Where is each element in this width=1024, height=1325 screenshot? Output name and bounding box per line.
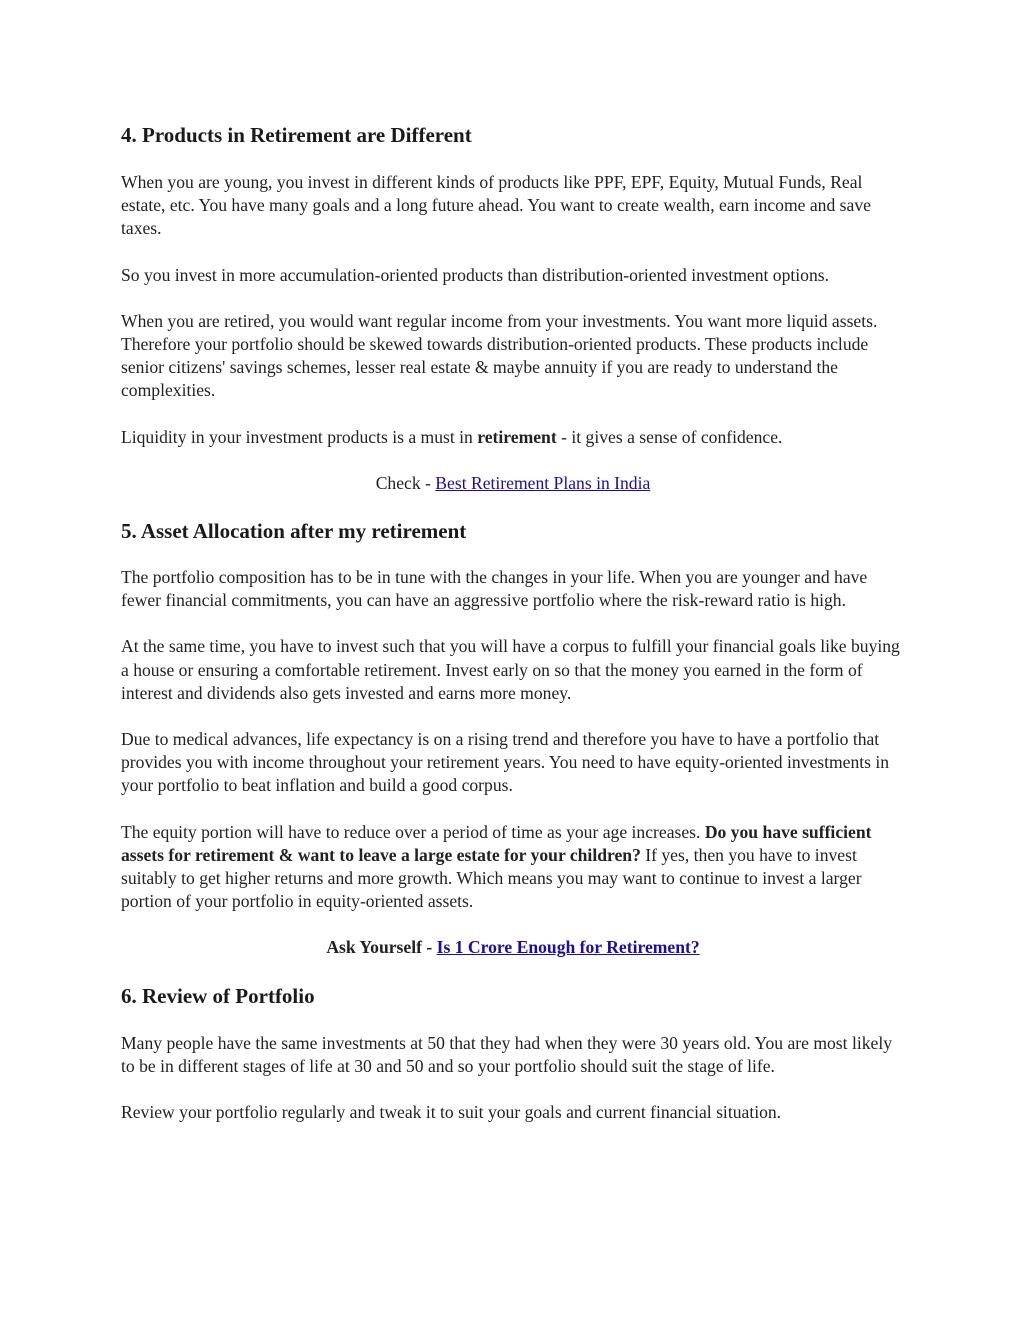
section-6-paragraph-2: Review your portfolio regularly and tweak it to suit your goals and current financial situation. (121, 1102, 782, 1123)
best-retirement-plans-link[interactable]: Best Retirement Plans in India (435, 472, 651, 493)
section-4-paragraph-1: When you are young, you invest in different kinds of products like PPF, EPF, Equity, Mutual Funds, Real estate, etc. You have many goals and a long future ahead. You want to create wealth, earn income and save taxes. (121, 172, 871, 239)
section-4-paragraph-4 (121, 426, 905, 449)
section-6-paragraph-1: Many people have the same investments at 50 that they had when they were 30 years old. You are most likely to be in different stages of life at 30 and 50 and so your portfolio should suit the stage of life. (121, 1032, 893, 1076)
check-line (121, 472, 905, 495)
section-5-paragraph-4 (121, 821, 905, 914)
section-6-heading: 6. Review of Portfolio (121, 983, 315, 1008)
retirement-bold: retirement (477, 426, 557, 447)
equity-text: The equity portion will have to reduce over a period of time as your age increases. (121, 821, 705, 842)
sufficient-assets-bold: Do you have sufficient assets for retirement & want to leave a large estate for your children? (121, 821, 872, 865)
one-crore-link[interactable]: Is 1 Crore Enough for Retirement? (436, 937, 700, 958)
section-4-paragraph-2: So you invest in more accumulation-oriented products than distribution-oriented investment options. (121, 264, 830, 285)
section-4-paragraph-3: When you are retired, you would want regular income from your investments. You want more liquid assets. Therefore your portfolio should be skewed towards distribution-oriented products. These products include senior citizens' savings schemes, lesser real estate & maybe annuity if you are ready to understand the complexities. (121, 310, 878, 401)
section-4-heading: 4. Products in Retirement are Different (121, 123, 472, 147)
ask-yourself-line (121, 936, 905, 959)
section-5-paragraph-2: At the same time, you have to invest such that you will have a corpus to fulfill your financial goals like buying a house or ensuring a comfortable retirement. Invest early on so that the money you earned in the form of interest and dividends also gets invested and earns more money. (121, 636, 900, 703)
section-5-paragraph-3: Due to medical advances, life expectancy is on a rising trend and therefore you have to have a portfolio that provides you with income throughout your retirement years. You need to have equity-oriented investments in your portfolio to beat inflation and build a good corpus. (121, 729, 890, 796)
check-prefix: Check - (375, 472, 436, 493)
section-5-paragraph-1: The portfolio composition has to be in tune with the changes in your life. When you are younger and have fewer financial commitments, you can have an aggressive portfolio where the risk-reward ratio is high. (121, 567, 868, 611)
equity-text-end: If yes, then you have to invest suitably to get higher returns and more growth. Which means you may want to continue to invest a larger portion of your portfolio in equity-oriented assets. (121, 844, 862, 912)
liquidity-text: Liquidity in your investment products is a must in (121, 426, 478, 447)
ask-prefix: Ask Yourself - (326, 937, 437, 958)
document-page (121, 122, 905, 1124)
liquidity-text-end: - it gives a sense of confidence. (556, 426, 783, 447)
section-5-heading: 5. Asset Allocation after my retirement (121, 519, 467, 544)
